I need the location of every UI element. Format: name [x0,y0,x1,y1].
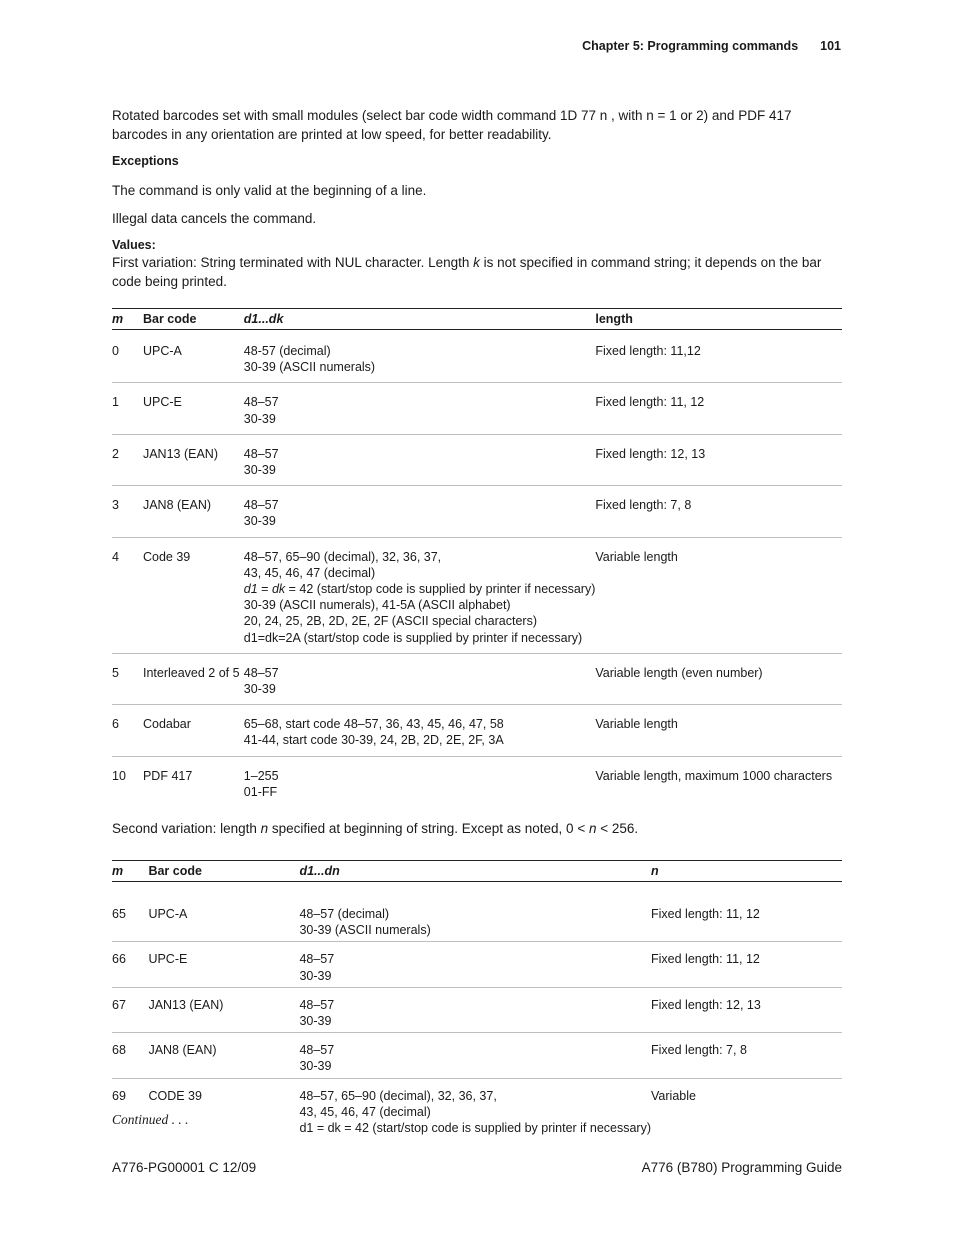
cell-m: 65 [112,882,148,942]
table-row [112,434,842,485]
header-length: length [595,309,842,330]
cell-data [244,705,596,756]
cell-data-line: 30-39 (ASCII numerals) [299,923,431,938]
cell-data [299,1078,651,1139]
cell-data-line: 01-FF [243,784,278,799]
cell-data-italic: dk [271,582,286,597]
cell-data-line: 48–57, 65–90 (decimal), 32, 36, 37, [243,549,442,564]
page-number: 101 [820,39,841,53]
second-variation-table [112,860,842,1139]
cell-m: 10 [112,768,126,783]
header-n: n [651,861,842,882]
first-variation-text-b: is not specified in command string; it depends on the bar code being printed. [112,255,822,289]
cell-data [244,756,596,807]
table-row [112,987,842,1032]
cell-bar-code: Interleaved 2 of 5 [143,653,244,704]
cell-length: Fixed length: 11, 12 [595,383,842,434]
cell-m: 6 [112,705,143,756]
cell-bar-code: UPC-E [148,942,299,987]
cell-bar-code: JAN13 (EAN) [143,434,244,485]
table-row [112,330,842,383]
cell-data-line: 1–255 [243,768,279,783]
page-content [112,106,842,1139]
cell-bar-code: UPC-E [143,383,244,434]
cell-n: Variable [651,1088,696,1103]
cell-length: Fixed length: 12, 13 [595,434,842,485]
header-d1-dk: d1...dk [244,309,596,330]
cell-bar-code: JAN8 (EAN) [148,1033,299,1078]
cell-n: Fixed length: 11, 12 [651,942,842,987]
header-bar-code: Bar code [143,309,244,330]
header-m: m [112,309,143,330]
cell-data-line: 30-39 [243,682,276,697]
cell-bar-code: JAN13 (EAN) [148,987,299,1032]
cell-data-line: 30-39 [299,1014,332,1029]
cell-data [299,882,651,942]
cell-data-line: 30-39 (ASCII numerals), 41-5A (ASCII alphabet) [243,598,511,613]
second-variation-n: n [260,821,269,837]
cell-data [299,1033,651,1078]
cell-data-line: 48–57 [299,1043,335,1058]
header-bar-code: Bar code [148,861,299,882]
cell-data-text: = [257,582,272,597]
cell-m: 4 [112,537,143,653]
cell-m: 3 [112,486,143,537]
first-variation-text-a: First variation: String terminated with NUL character. Length [112,255,474,270]
table-header-row [112,861,842,882]
cell-n: Fixed length: 7, 8 [651,1033,842,1078]
footer-document-id: A776-PG00001 C 12/09 [112,1160,257,1175]
table-row [112,383,842,434]
cell-data-line: 48–57 [243,395,279,410]
rotated-barcode-paragraph: Rotated barcodes set with small modules (select bar code width command 1D 77 n , with n = 1 or 2) and PDF 417 barcodes in any orientation are printed at low speed, for better readability. [112,108,792,142]
cell-data-line: 48–57 [243,665,279,680]
values-heading: Values: [112,238,156,252]
continued-note: Continued . . . [112,1112,189,1127]
table-row [112,653,842,704]
exceptions-line-1: The command is only valid at the beginning of a line. [112,183,427,198]
cell-m: 1 [112,383,143,434]
cell-data-line: 48–57 [243,498,279,513]
cell-data-line: 30-39 [243,514,276,529]
cell-length: Variable length (even number) [595,653,842,704]
cell-bar-code: Code 39 [143,537,244,653]
cell-n: Fixed length: 11, 12 [651,882,842,942]
cell-data-line: 48–57 [299,997,335,1012]
table-row [112,537,842,653]
exceptions-line-2: Illegal data cancels the command. [112,211,317,226]
cell-data-line: 30-39 [299,968,332,983]
table-header-row [112,309,842,330]
cell-data-line: 30-39 [243,411,276,426]
exceptions-heading: Exceptions [112,154,179,168]
header-d1-dn: d1...dn [299,861,651,882]
header-m: m [112,861,148,882]
cell-data-line: 30-39 [299,1059,332,1074]
cell-length: Fixed length: 7, 8 [595,486,842,537]
cell-bar-code: Codabar [143,705,244,756]
second-variation-n: n [588,821,597,837]
cell-data-italic: d1 [243,582,258,597]
cell-data-line: 48-57 (decimal) [243,344,331,358]
cell-data-line: d1=dk=2A (start/stop code is supplied by printer if necessary) [243,630,583,645]
cell-data-line: 48–57 [243,446,279,461]
chapter-title: Chapter 5: Programming commands [582,39,799,53]
cell-data [244,486,596,537]
cell-data-line: 43, 45, 46, 47 (decimal) [299,1104,431,1119]
table-row [112,756,842,807]
cell-bar-code: UPC-A [143,330,244,383]
second-variation-text-a: Second variation: length [112,821,261,837]
table-row [112,705,842,756]
cell-data [299,942,651,987]
cell-m: 69 [112,1088,126,1103]
cell-bar-code: CODE 39 [148,1088,202,1103]
second-variation-paragraph [112,819,842,838]
table-row [112,486,842,537]
cell-data [244,434,596,485]
first-variation-k: k [473,255,480,270]
cell-data-line: 43, 45, 46, 47 (decimal) [243,565,376,580]
cell-length: Variable length [595,537,842,653]
footer-guide-title: A776 (B780) Programming Guide [641,1160,842,1175]
cell-data-line [244,581,596,597]
page-header [582,39,841,53]
cell-length: Variable length [595,705,842,756]
table-row [112,1033,842,1078]
table-row [112,1078,842,1139]
cell-data-line: d1 = dk = 42 (start/stop code is supplied by printer if necessary) [299,1121,652,1136]
first-variation-paragraph [112,253,842,291]
cell-data-line: 41-44, start code 30-39, 24, 2B, 2D, 2E, 2F, 3A [243,733,504,748]
table-row [112,882,842,942]
cell-data [244,330,596,383]
cell-data-line: 30-39 (ASCII numerals) [243,360,376,375]
cell-length: Variable length, maximum 1000 characters [595,768,833,783]
cell-m: 0 [112,330,143,383]
cell-bar-code: JAN8 (EAN) [143,486,244,537]
cell-data-line: 48–57 (decimal) [299,907,390,922]
cell-n: Fixed length: 12, 13 [651,987,842,1032]
cell-data [244,653,596,704]
cell-data-line: 20, 24, 25, 2B, 2D, 2E, 2F (ASCII special characters) [243,614,537,629]
cell-bar-code: UPC-A [148,882,299,942]
cell-data-line: 30-39 [243,463,276,478]
cell-m: 2 [112,434,143,485]
cell-data-line: 48–57 [299,952,335,967]
second-variation-text-b: specified at beginning of string. Except as noted, 0 < [268,821,589,837]
table-row [112,942,842,987]
cell-data [299,987,651,1032]
cell-m: 5 [112,653,143,704]
cell-m: 68 [112,1033,148,1078]
cell-m: 66 [112,942,148,987]
cell-data-text: = 42 (start/stop code is supplied by printer if necessary) [285,582,596,597]
second-variation-text-c: < 256. [596,821,639,837]
cell-length: Fixed length: 11,12 [595,330,842,383]
cell-data-line: 65–68, start code 48–57, 36, 43, 45, 46, 47, 58 [243,717,504,732]
cell-m: 67 [112,987,148,1032]
cell-data-line: 48–57, 65–90 (decimal), 32, 36, 37, [299,1088,497,1103]
cell-data [244,383,596,434]
cell-data [244,537,596,653]
first-variation-table [112,308,842,807]
cell-bar-code: PDF 417 [142,768,193,783]
